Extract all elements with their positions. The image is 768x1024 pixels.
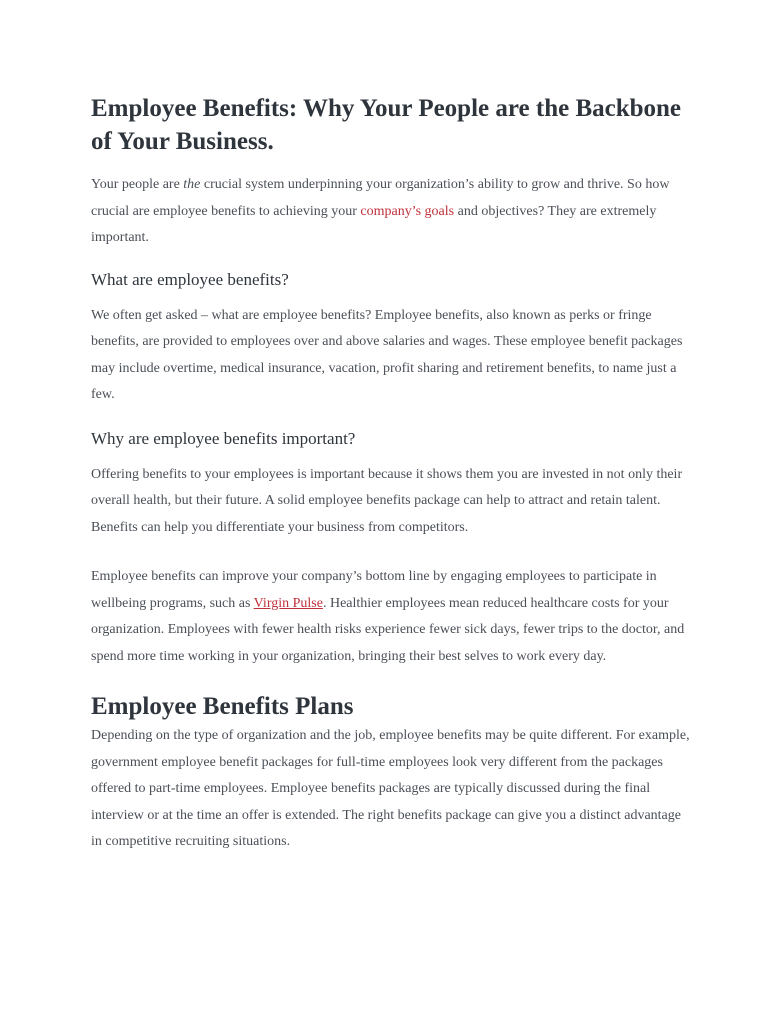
what-benefits-paragraph: We often get asked – what are employee benefits? Employee benefits, also known as perks or fringe benefits, are provided to employees over and above salaries and wages. These employee benefit packages may include overtime, medical insurance, vacation, profit sharing and retirement benefits, to name just a few. — [91, 307, 683, 402]
what-benefits-heading: What are employee benefits? — [91, 269, 289, 289]
benefits-plans-heading: Employee Benefits Plans — [91, 693, 354, 720]
intro-text-1: Your people are — [91, 177, 184, 192]
why-benefits-paragraph-1: Offering benefits to your employees is important because it shows them you are invested in not only their overall health, but their future. A solid employee benefits package can help to attract and retain talent. Benefits can help you differentiate your business from competitors. — [91, 466, 683, 535]
intro-text-3: and objectives? They are extremely important. — [91, 203, 657, 245]
company-goals-link[interactable]: company’s goals — [360, 203, 455, 219]
article-body — [91, 92, 691, 856]
virgin-pulse-link[interactable]: Virgin Pulse — [253, 595, 323, 611]
intro-emphasis: the — [183, 177, 201, 192]
benefits-plans-paragraph: Depending on the type of organization and the job, employee benefits may be quite different. For example, government employee benefit packages for full-time employees look very different from the packages offered to part-time employees. Employee benefits packages are typically discussed during the final interview or at the time an offer is extended. The right benefits package can give you a distinct advantage in competitive recruiting situations. — [91, 728, 690, 849]
intro-paragraph — [91, 172, 691, 252]
why-benefits-paragraph-2 — [91, 564, 691, 670]
article-title: Employee Benefits: Why Your People are the Backbone of Your Business. — [91, 95, 682, 155]
why-benefits-heading: Why are employee benefits important? — [91, 428, 356, 448]
why-text-2: . Healthier employees mean reduced healthcare costs for your organization. Employees with fewer health risks experience fewer sick days, fewer trips to the doctor, and spend more time working in your organization, bringing their best selves to work every day. — [91, 595, 685, 664]
intro-text-2: crucial system underpinning your organization’s ability to grow and thrive. So how crucial are employee benefits to achieving your — [91, 177, 670, 219]
why-text-1: Employee benefits can improve your company’s bottom line by engaging employees to participate in wellbeing programs, such as — [91, 569, 657, 611]
